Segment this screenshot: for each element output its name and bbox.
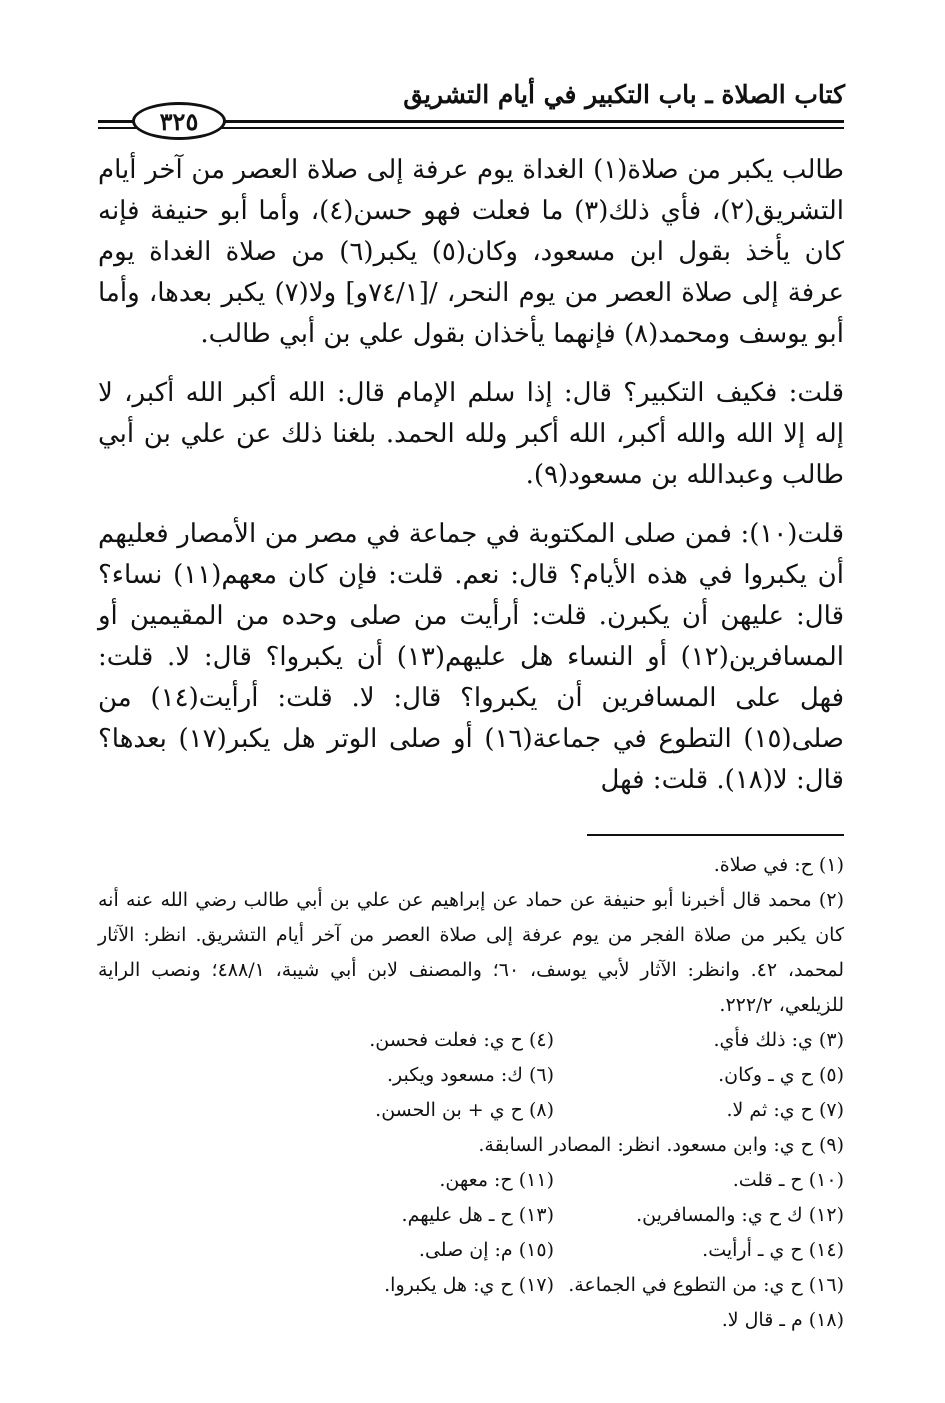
footnote-row [98,1268,844,1303]
footnote: (٩) ح ي: وابن مسعود. انظر: المصادر السابقة. [478,1134,844,1156]
footnote: (١٠) ح ـ قلت. [732,1169,844,1191]
footnote: (١٢) ك ح ي: والمسافرين. [636,1204,844,1226]
footnote: (٢) محمد قال أخبرنا أبو حنيفة عن حماد عن إبراهيم عن علي بن أبي طالب رضي الله عنه أنه كان يكبر من صلاة الفجر من يوم عرفة إلى صلاة العصر من آخر أيام التشريق. انظر: الآثار لمحمد، ٤٢. وانظر: الآثار لأبي يوسف، ٦٠؛ والمصنف لابن أبي شيبة، ٤٨٨/١؛ ونصب الراية للزيلعي، ٢٢٢/٢. [98,889,845,1016]
footnote-separator [587,834,844,836]
footnote-row [98,1023,844,1058]
footnote: (٣) ي: ذلك فأي. [713,1029,844,1051]
footnote: (١٣) ح ـ هل عليهم. [401,1204,554,1226]
footnote-row [98,1128,844,1163]
footnote: (١) ح: في صلاة. [713,854,844,876]
paragraph: طالب يكبر من صلاة(١) الغداة يوم عرفة إلى صلاة العصر من آخر أيام التشريق(٢)، فأي ذلك(٣) ما فعلت فهو حسن(٤)، وأما أبو حنيفة فإنه كان يأخذ بقول ابن مسعود، وكان(٥) يكبر(٦) من صلاة الغداة يوم عرفة إلى صلاة العصر من يوم النحر، /[٧٤/١و] ولا(٧) يكبر بعدها، وأما أبو يوسف ومحمد(٨) فإنهما يأخذان بقول علي بن أبي طالب. [98,155,845,349]
footnote: (٥) ح ي ـ وكان. [718,1064,844,1086]
footnote-row [98,1163,844,1198]
footnote: (٧) ح ي: ثم لا. [726,1099,844,1121]
footnote-row [98,1058,844,1093]
page-number-badge [132,102,226,140]
footnote-row [98,1233,844,1268]
main-text [98,150,844,801]
footnote-row [98,1303,844,1338]
page-number: ٣٢٥ [159,106,199,136]
paragraph: قلت(١٠): فمن صلى المكتوبة في جماعة في مصر من الأمصار فعليهم أن يكبروا في هذه الأيام؟ قال: نعم. قلت: فإن كان معهم(١١) نساء؟ قال: عليهن أن يكبرن. قلت: أرأيت من صلى وحده من المقيمين أو المسافرين(١٢) أو النساء هل عليهم(١٣) أن يكبروا؟ قال: لا. قلت: فهل على المسافرين أن يكبروا؟ قال: لا. قلت: أرأيت(١٤) من صلى(١٥) التطوع في جماعة(١٦) أو صلى الوتر هل يكبر(١٧) بعدها؟ قال: لا(١٨). قلت: فهل [98,519,844,795]
footnote: (٦) ك: مسعود ويكبر. [386,1064,554,1086]
paragraph: قلت: فكيف التكبير؟ قال: إذا سلم الإمام قال: الله أكبر الله أكبر، لا إله إلا الله والله أكبر، الله أكبر ولله الحمد. بلغنا ذلك عن علي بن أبي طالب وعبدالله بن مسعود(٩). [98,378,844,490]
footnote: (١٤) ح ي ـ أرأيت. [702,1239,844,1261]
footnote: (١٧) ح ي: هل يكبروا. [384,1274,554,1296]
footnote-row [98,1198,844,1233]
footnotes [98,848,844,1338]
footnote: (١٥) م: إن صلى. [418,1239,554,1261]
footnote: (٨) ح ي + بن الحسن. [375,1099,554,1121]
footnote: (١١) ح: معهن. [439,1169,554,1191]
footnote-row [98,1093,844,1128]
footnote: (١٦) ح ي: من التطوع في الجماعة. [568,1274,844,1296]
footnote: (٤) ح ي: فعلت فحسن. [369,1029,554,1051]
running-title: كتاب الصلاة ـ باب التكبير في أيام التشريق [403,80,845,109]
footnote: (١٨) م ـ قال لا. [721,1309,844,1331]
